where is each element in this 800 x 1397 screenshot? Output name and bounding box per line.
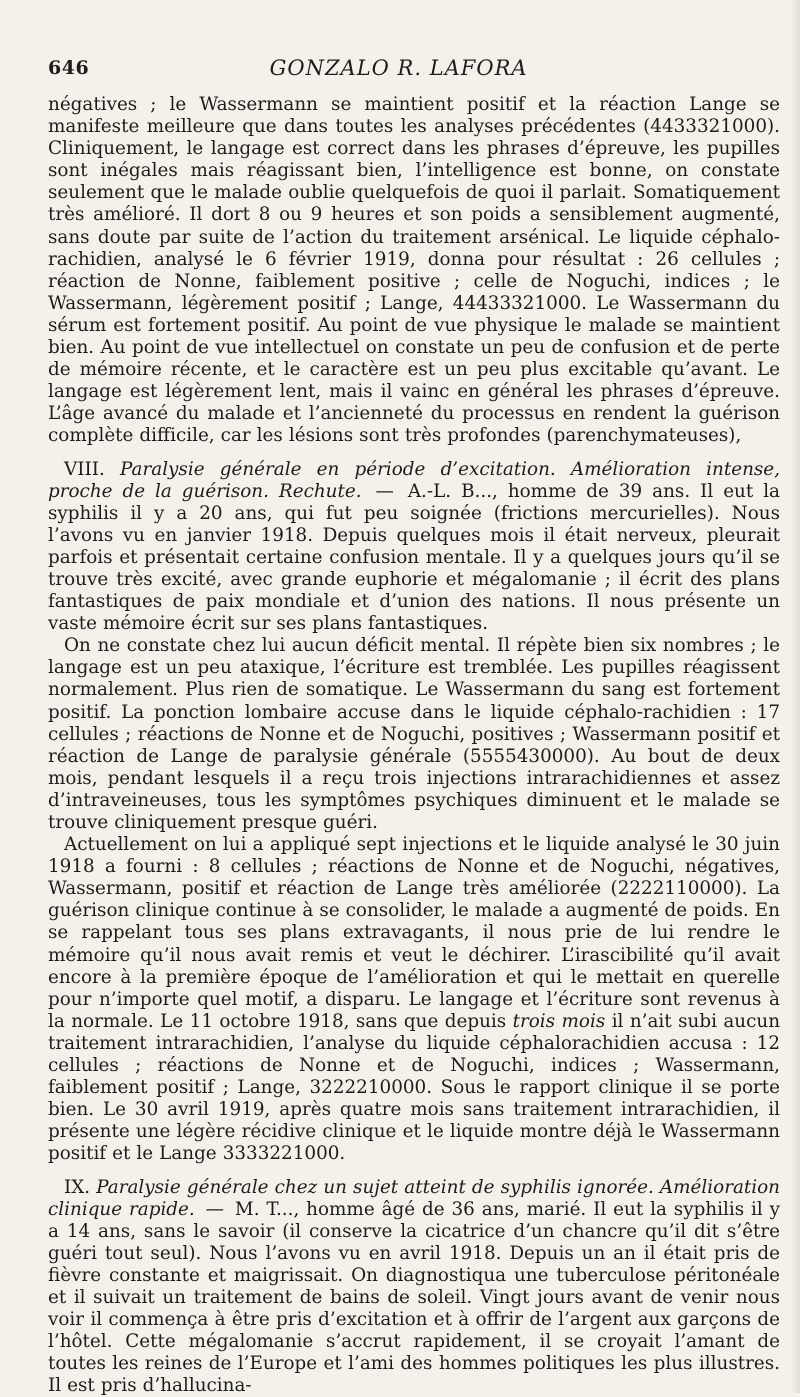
case-viii-text: A.-L. B..., homme de 39 ans. Il eut la syphilis il y a 20 ans, qui fut peu soignée (frictions mercurielles). Nous l’avons vu en janvier 1918. Depuis quelques mois il était nerveux, pleurait parfois et présentait certaine confusion mentale. Il y a quelques jours qu’il se trouve très excité, avec grande euphorie et mégalomanie ; il écrit des plans fantastiques de paix mondiale et d’union des nations. Il nous présente un vaste mémoire écrit sur ses plans fantastiques. [48, 481, 780, 635]
case-ix-number: IX. [64, 1177, 90, 1198]
case-ix-title: Paralysie générale chez un sujet atteint de syphilis ignorée. Amélioration clinique rapide. [48, 1177, 780, 1220]
case-viii-title: Paralysie générale en période d’excitation. Amélioration intense, proche de la guérison. Rechute. [48, 459, 780, 502]
scan-page-edge [790, 0, 800, 1393]
continued-paragraph: négatives ; le Wassermann se maintient positif et la réaction Lange se manifeste meilleure que dans toutes les analyses précédentes (4433321000). Cliniquement, le langage est correct dans les phrases d’épreuve, les pupilles sont inégales mais réagissant bien, l’intelligence est bonne, on constate seulement que le malade oublie quelquefois de quoi il parlait. Somatiquement très amélioré. Il dort 8 ou 9 heures et son poids a sensiblement augmenté, sans doute par suite de l’action du traitement arsénical. Le liquide céphalo-rachidien, analysé le 6 février 1919, donna pour résultat : 26 cellules ; réaction de Nonne, faiblement positive ; celle de Noguchi, indices ; le Wassermann, légèrement positif ; Lange, 44433321000. Le Wassermann du sérum est fortement positif. Au point de vue physique le malade se maintient bien. Au point de vue intellectuel on constate un peu de confusion et de perte de mémoire récente, et le caractère est un peu plus excitable qu’avant. Le langage est légèrement lent, mais il vainc en général les phrases d’épreuve. L’âge avancé du malade et l’ancienneté du processus en rendent la guérison complète difficile, car les lésions sont très profondes (parenchymateuses), [48, 94, 780, 448]
case-ix-paragraph [48, 1177, 780, 1397]
case-ix-dash: — [206, 1199, 224, 1220]
case-viii-number: VIII. [64, 459, 105, 480]
case-ix-text: M. T..., homme âgé de 36 ans, marié. Il eut la syphilis il y a 14 ans, sans le savoir (il conserve la cicatrice d’un chancre qu’il dit s’être guéri tout seul). Nous l’avons vu en avril 1918. Depuis un an il était pris de fièvre constante et maigrissait. On diagnostiqua une tuberculose péritonéale et il suivait un traitement de bains de soleil. Vingt jours avant de venir nous voir il commença à être pris d’excitation et à offrir de l’argent aux garçons de l’hôtel. Cette mégalomanie s’accrut rapidement, il se croyait l’amant de toutes les reines de l’Europe et l’ami des hommes politiques les plus illustres. Il est pris d’hallucina- [48, 1199, 780, 1397]
case-viii-p3-italic: trois mois [513, 1011, 606, 1032]
case-viii-paragraph [48, 459, 780, 636]
page-number: 646 [48, 57, 89, 79]
case-viii-p3-rest: il n’ait subi aucun traitement intrarachidien, l’analyse du liquide céphalorachidien accusa : 12 cellules ; réactions de Nonne et de Noguchi, indices ; Wassermann, faiblement positif ; Lange, 3222210000. Sous le rapport clinique il se porte bien. Le 30 avril 1919, après quatre mois sans traitement intrarachidien, il présente une légère récidive clinique et le liquide montre déjà le Wassermann positif et le Lange 3333221000. [48, 1011, 780, 1165]
case-viii-paragraph-2: On ne constate chez lui aucun déficit mental. Il répète bien six nombres ; le langage est un peu ataxique, l’écriture est tremblée. Les pupilles réagissent normalement. Plus rien de somatique. Le Wassermann du sang est fortement positif. La ponction lombaire accuse dans le liquide céphalo-rachidien : 17 cellules ; réactions de Nonne et de Noguchi, positives ; Wassermann positif et réaction de Lange de paralysie générale (5555430000). Au bout de deux mois, pendant lesquels il a reçu trois injections intrarachidiennes et assez d’intraveineuses, tous les symptômes psychiques diminuent et le malade se trouve cliniquement presque guéri. [48, 635, 780, 834]
case-viii-p3-text: Actuellement on lui a appliqué sept injections et le liquide analysé le 30 juin 1918 a fourni : 8 cellules ; réactions de Nonne et de Noguchi, négatives, Wassermann, positif et réaction de Lange très améliorée (2222110000). La guérison clinique continue à se consolider, le malade a augmenté de poids. En se rappelant tous ses plans extravagants, il nous prie de lui rendre le mémoire qu’il nous avait remis et veut le déchirer. L’irascibilité qu’il avait encore à la première époque de l’amélioration et qui le mettait en querelle pour n’importe quel motif, a disparu. Le langage et l’écriture sont revenus à la normale. Le 11 octobre 1918, sans que depuis [48, 834, 780, 1032]
case-viii-paragraph-3 [48, 834, 780, 1165]
running-header [48, 52, 752, 84]
body-text [48, 94, 780, 1397]
running-title: GONZALO R. LAFORA [89, 56, 708, 80]
case-viii-dash: — [376, 481, 394, 502]
